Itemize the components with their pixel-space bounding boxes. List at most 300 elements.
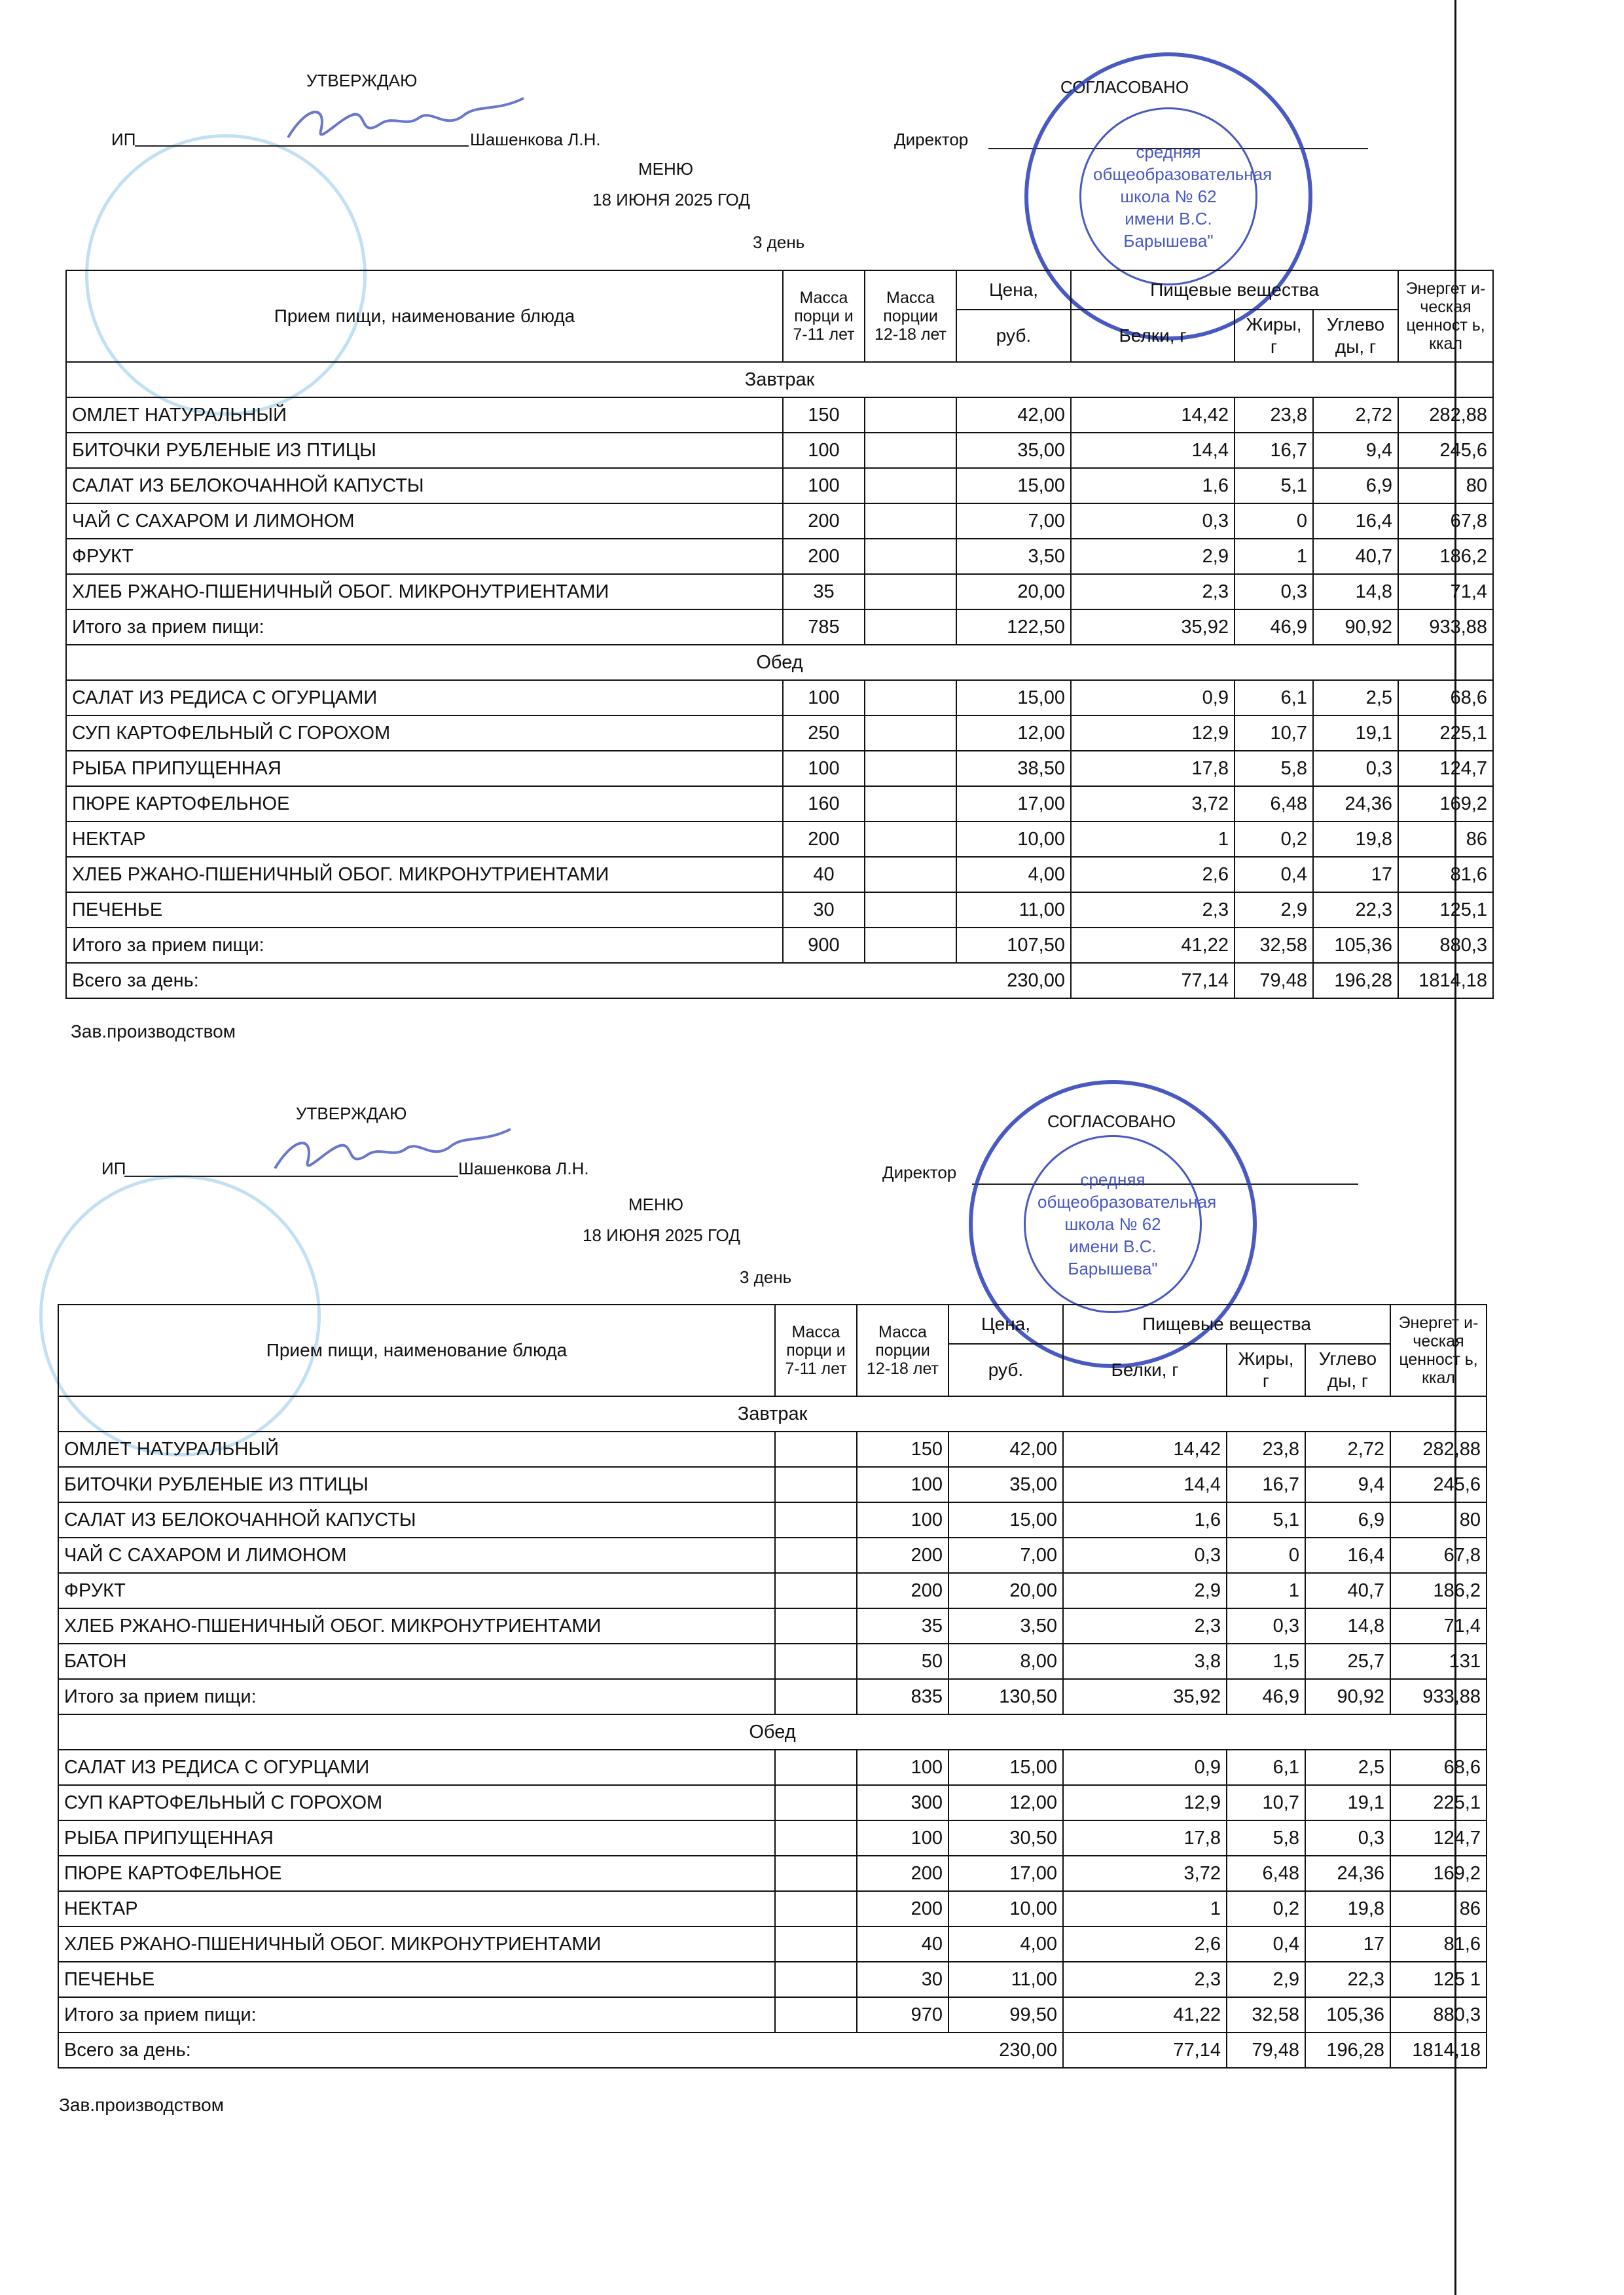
mass-1218-cell: 200 [857, 1891, 948, 1926]
table-row [66, 539, 1493, 574]
mass-711-cell: 785 [783, 609, 865, 645]
price-cell: 12,00 [956, 715, 1071, 751]
carb-cell: 40,7 [1313, 539, 1398, 574]
fat-cell: 5,8 [1227, 1820, 1305, 1856]
mass-1218-cell: 200 [857, 1573, 948, 1608]
price-cell: 7,00 [948, 1538, 1063, 1573]
energy-cell: 124,7 [1390, 1820, 1487, 1856]
fat-cell: 32,58 [1227, 1997, 1305, 2033]
fat-cell: 16,7 [1227, 1467, 1305, 1502]
price-cell: 15,00 [956, 680, 1071, 715]
carb-cell: 16,4 [1305, 1538, 1390, 1573]
mass-1218-cell [865, 715, 956, 751]
price-cell: 15,00 [948, 1502, 1063, 1538]
dish-cell: ХЛЕБ РЖАНО-ПШЕНИЧНЫЙ ОБОГ. МИКРОНУТРИЕНТАМИ [66, 857, 783, 892]
mass-1218-cell [865, 751, 956, 786]
col-fat: Жиры, г [1235, 310, 1313, 362]
section-title: Обед [58, 1714, 1487, 1750]
mass-711-cell [775, 1644, 857, 1679]
carb-cell: 105,36 [1305, 1997, 1390, 2033]
price-cell: 99,50 [948, 1997, 1063, 2033]
energy-cell: 68,6 [1398, 680, 1493, 715]
carb-cell: 0,3 [1313, 751, 1398, 786]
mass-711-cell [775, 1432, 857, 1467]
carb-cell: 14,8 [1313, 574, 1398, 609]
price-cell: 11,00 [956, 892, 1071, 928]
fat-cell: 6,48 [1227, 1856, 1305, 1891]
carb-cell: 90,92 [1313, 609, 1398, 645]
table-body [66, 362, 1493, 998]
total-price: 230,00 [1007, 969, 1065, 991]
dish-cell: ОМЛЕТ НАТУРАЛЬНЫЙ [58, 1432, 775, 1467]
approve-label: УТВЕРЖДАЮ [306, 71, 418, 90]
table-row [58, 1679, 1487, 1714]
energy-cell: 71,4 [1398, 574, 1493, 609]
protein-cell: 1 [1063, 1891, 1227, 1926]
fat-cell: 6,1 [1235, 680, 1313, 715]
menu-block-2 [0, 1074, 1624, 2295]
table-row [66, 468, 1493, 503]
protein-cell: 41,22 [1063, 1997, 1227, 2033]
price-cell: 122,50 [956, 609, 1071, 645]
mass-711-cell [775, 1679, 857, 1714]
mass-711-cell [775, 1750, 857, 1785]
fat-cell: 1 [1235, 539, 1313, 574]
carb-cell: 0,3 [1305, 1820, 1390, 1856]
agreed-label: СОГЛАСОВАНО [1047, 1111, 1176, 1131]
fat-cell: 0 [1235, 503, 1313, 539]
price-cell: 8,00 [948, 1644, 1063, 1679]
table-row [58, 1750, 1487, 1785]
col-m711: Масса порци и 7-11 лет [783, 270, 865, 362]
protein-cell: 35,92 [1071, 609, 1235, 645]
dish-cell: РЫБА ПРИПУЩЕННАЯ [66, 751, 783, 786]
mass-711-cell: 35 [783, 574, 865, 609]
mass-711-cell: 100 [783, 433, 865, 468]
table-row [58, 1432, 1487, 1467]
dish-cell: НЕКТАР [66, 822, 783, 857]
mass-1218-cell [865, 822, 956, 857]
menu-day: 3 день [740, 1267, 792, 1287]
stamp-text: средняя общеобразовательная школа № 62 имени В.С. Барышева" [1037, 1169, 1217, 1278]
total-fat: 79,48 [1235, 963, 1313, 998]
mass-1218-cell [865, 609, 956, 645]
price-cell: 20,00 [956, 574, 1071, 609]
energy-cell: 131 [1390, 1644, 1487, 1679]
dish-cell: РЫБА ПРИПУЩЕННАЯ [58, 1820, 775, 1856]
table-row [66, 397, 1493, 433]
mass-711-cell: 150 [783, 397, 865, 433]
total-label [58, 2033, 1063, 2068]
mass-711-cell [775, 1856, 857, 1891]
mass-711-cell: 100 [783, 468, 865, 503]
carb-cell: 16,4 [1313, 503, 1398, 539]
energy-cell: 245,6 [1390, 1467, 1487, 1502]
energy-cell: 186,2 [1390, 1573, 1487, 1608]
ip-label: ИП [111, 130, 136, 149]
energy-cell: 225,1 [1390, 1785, 1487, 1820]
table-row [58, 1538, 1487, 1573]
carb-cell: 2,5 [1305, 1750, 1390, 1785]
ip-name: Шашенкова Л.Н. [458, 1159, 589, 1178]
protein-cell: 17,8 [1071, 751, 1235, 786]
carb-cell: 9,4 [1305, 1467, 1390, 1502]
table-row [66, 680, 1493, 715]
carb-cell: 19,1 [1313, 715, 1398, 751]
section-row [66, 645, 1493, 680]
table-row [58, 1785, 1487, 1820]
section-row [58, 1396, 1487, 1432]
table-row [66, 574, 1493, 609]
fat-cell: 10,7 [1235, 715, 1313, 751]
total-price: 230,00 [999, 2039, 1057, 2061]
protein-cell: 2,3 [1063, 1962, 1227, 1997]
fat-cell: 2,9 [1227, 1962, 1305, 1997]
protein-cell: 1 [1071, 822, 1235, 857]
protein-cell: 0,9 [1071, 680, 1235, 715]
fat-cell: 0,3 [1235, 574, 1313, 609]
table-row [58, 1891, 1487, 1926]
menu-title: МЕНЮ [628, 1195, 684, 1214]
mass-711-cell [775, 1502, 857, 1538]
mass-1218-cell [865, 786, 956, 822]
energy-cell: 880,3 [1390, 1997, 1487, 2033]
mass-1218-cell: 100 [857, 1820, 948, 1856]
col-m711: Масса порци и 7-11 лет [775, 1305, 857, 1396]
protein-cell: 1,6 [1063, 1502, 1227, 1538]
protein-cell: 12,9 [1063, 1785, 1227, 1820]
price-cell: 17,00 [956, 786, 1071, 822]
price-cell: 42,00 [956, 397, 1071, 433]
fat-cell: 1 [1227, 1573, 1305, 1608]
price-cell: 4,00 [948, 1926, 1063, 1962]
total-protein: 77,14 [1063, 2033, 1227, 2068]
fat-cell: 0,2 [1235, 822, 1313, 857]
dish-cell: ФРУКТ [66, 539, 783, 574]
energy-cell: 81,6 [1398, 857, 1493, 892]
protein-cell: 35,92 [1063, 1679, 1227, 1714]
fat-cell: 0,2 [1227, 1891, 1305, 1926]
table-row [58, 1502, 1487, 1538]
menu-block-1 [0, 0, 1624, 1074]
mass-1218-cell [865, 539, 956, 574]
protein-cell: 2,3 [1071, 574, 1235, 609]
price-cell: 107,50 [956, 928, 1071, 963]
price-cell: 10,00 [948, 1891, 1063, 1926]
energy-cell: 933,88 [1390, 1679, 1487, 1714]
total-energy: 1814,18 [1398, 963, 1493, 998]
mass-1218-cell: 100 [857, 1467, 948, 1502]
dish-cell: БАТОН [58, 1644, 775, 1679]
energy-cell: 80 [1398, 468, 1493, 503]
col-m1218: Масса порции 12-18 лет [857, 1305, 948, 1396]
total-carb: 196,28 [1313, 963, 1398, 998]
energy-cell: 282,88 [1398, 397, 1493, 433]
carb-cell: 2,5 [1313, 680, 1398, 715]
director-label: Директор [882, 1163, 957, 1182]
carb-cell: 6,9 [1313, 468, 1398, 503]
price-cell: 20,00 [948, 1573, 1063, 1608]
dish-cell: СУП КАРТОФЕЛЬНЫЙ С ГОРОХОМ [66, 715, 783, 751]
price-cell: 17,00 [948, 1856, 1063, 1891]
mass-1218-cell [865, 503, 956, 539]
carb-cell: 2,72 [1313, 397, 1398, 433]
mass-1218-cell: 150 [857, 1432, 948, 1467]
ip-label: ИП [101, 1159, 126, 1178]
energy-cell: 124,7 [1398, 751, 1493, 786]
protein-cell: 14,4 [1063, 1467, 1227, 1502]
table-row [66, 786, 1493, 822]
protein-cell: 2,9 [1063, 1573, 1227, 1608]
table-row [66, 857, 1493, 892]
dish-cell: САЛАТ ИЗ БЕЛОКОЧАННОЙ КАПУСТЫ [58, 1502, 775, 1538]
dish-cell: Итого за прием пищи: [58, 1997, 775, 2033]
total-energy: 1814,18 [1390, 2033, 1487, 2068]
table-row [66, 751, 1493, 786]
dish-cell: НЕКТАР [58, 1891, 775, 1926]
carb-cell: 6,9 [1305, 1502, 1390, 1538]
total-carb: 196,28 [1305, 2033, 1390, 2068]
protein-cell: 2,3 [1071, 892, 1235, 928]
price-cell: 11,00 [948, 1962, 1063, 1997]
price-cell: 3,50 [956, 539, 1071, 574]
col-price-unit: руб. [948, 1344, 1063, 1396]
price-cell: 15,00 [956, 468, 1071, 503]
col-dish: Прием пищи, наименование блюда [58, 1305, 775, 1396]
menu-date: 18 ИЮНЯ 2025 ГОД [592, 190, 750, 209]
fat-cell: 46,9 [1227, 1679, 1305, 1714]
dish-cell: Итого за прием пищи: [58, 1679, 775, 1714]
table-body [58, 1396, 1487, 2068]
col-m1218: Масса порции 12-18 лет [865, 270, 956, 362]
mass-711-cell: 100 [783, 680, 865, 715]
energy-cell: 282,88 [1390, 1432, 1487, 1467]
protein-cell: 14,42 [1071, 397, 1235, 433]
mass-711-cell [775, 1926, 857, 1962]
total-name: Всего за день: [72, 969, 199, 991]
col-nutr: Пищевые вещества [1063, 1305, 1390, 1344]
mass-711-cell [775, 1467, 857, 1502]
carb-cell: 17 [1313, 857, 1398, 892]
dish-cell: ПЮРЕ КАРТОФЕЛЬНОЕ [58, 1856, 775, 1891]
carb-cell: 22,3 [1313, 892, 1398, 928]
fat-cell: 0,4 [1235, 857, 1313, 892]
dish-cell: ЧАЙ С САХАРОМ И ЛИМОНОМ [58, 1538, 775, 1573]
mass-711-cell [775, 1891, 857, 1926]
mass-711-cell [775, 1573, 857, 1608]
dish-cell: ХЛЕБ РЖАНО-ПШЕНИЧНЫЙ ОБОГ. МИКРОНУТРИЕНТАМИ [66, 574, 783, 609]
agreed-label: СОГЛАСОВАНО [1060, 77, 1189, 97]
fat-cell: 16,7 [1235, 433, 1313, 468]
price-cell: 12,00 [948, 1785, 1063, 1820]
table-row [66, 503, 1493, 539]
fat-cell: 23,8 [1227, 1432, 1305, 1467]
dish-cell: Итого за прием пищи: [66, 609, 783, 645]
dish-cell: СУП КАРТОФЕЛЬНЫЙ С ГОРОХОМ [58, 1785, 775, 1820]
energy-cell: 933,88 [1398, 609, 1493, 645]
protein-cell: 2,3 [1063, 1608, 1227, 1644]
mass-1218-cell: 30 [857, 1962, 948, 1997]
fat-cell: 46,9 [1235, 609, 1313, 645]
price-cell: 38,50 [956, 751, 1071, 786]
table-row [58, 1467, 1487, 1502]
mass-711-cell: 250 [783, 715, 865, 751]
col-carb: Углево ды, г [1313, 310, 1398, 362]
price-cell: 3,50 [948, 1608, 1063, 1644]
stamp-text: средняя общеобразовательная школа № 62 имени В.С. Барышева" [1092, 141, 1272, 251]
table-row [58, 1820, 1487, 1856]
col-dish: Прием пищи, наименование блюда [66, 270, 783, 362]
mass-711-cell: 100 [783, 751, 865, 786]
price-cell: 130,50 [948, 1679, 1063, 1714]
menu-table [65, 270, 1494, 999]
energy-cell: 68,6 [1390, 1750, 1487, 1785]
energy-cell: 81,6 [1390, 1926, 1487, 1962]
price-cell: 10,00 [956, 822, 1071, 857]
col-fat: Жиры, г [1227, 1344, 1305, 1396]
energy-cell: 186,2 [1398, 539, 1493, 574]
energy-cell: 71,4 [1390, 1608, 1487, 1644]
mass-711-cell: 200 [783, 822, 865, 857]
fat-cell: 0,3 [1227, 1608, 1305, 1644]
energy-cell: 86 [1398, 822, 1493, 857]
table-row [66, 892, 1493, 928]
ip-name: Шашенкова Л.Н. [470, 130, 601, 149]
col-price: Цена, [956, 270, 1071, 310]
carb-cell: 19,8 [1305, 1891, 1390, 1926]
carb-cell: 105,36 [1313, 928, 1398, 963]
dish-cell: САЛАТ ИЗ РЕДИСА С ОГУРЦАМИ [66, 680, 783, 715]
fat-cell: 5,1 [1227, 1502, 1305, 1538]
energy-cell: 80 [1390, 1502, 1487, 1538]
protein-cell: 12,9 [1071, 715, 1235, 751]
carb-cell: 9,4 [1313, 433, 1398, 468]
mass-711-cell [775, 1820, 857, 1856]
price-cell: 42,00 [948, 1432, 1063, 1467]
table-row [58, 1856, 1487, 1891]
fat-cell: 23,8 [1235, 397, 1313, 433]
dish-cell: ЧАЙ С САХАРОМ И ЛИМОНОМ [66, 503, 783, 539]
mass-1218-cell: 200 [857, 1856, 948, 1891]
mass-1218-cell [865, 857, 956, 892]
total-fat: 79,48 [1227, 2033, 1305, 2068]
table-row [58, 1608, 1487, 1644]
protein-cell: 1,6 [1071, 468, 1235, 503]
mass-1218-cell [865, 433, 956, 468]
table-row [58, 1997, 1487, 2033]
col-prot: Белки, г [1063, 1344, 1227, 1396]
fat-cell: 6,48 [1235, 786, 1313, 822]
fat-cell: 2,9 [1235, 892, 1313, 928]
protein-cell: 2,6 [1071, 857, 1235, 892]
fat-cell: 5,1 [1235, 468, 1313, 503]
energy-cell: 67,8 [1390, 1538, 1487, 1573]
energy-cell: 125,1 [1398, 892, 1493, 928]
protein-cell: 2,9 [1071, 539, 1235, 574]
protein-cell: 0,3 [1063, 1538, 1227, 1573]
section-title: Обед [66, 645, 1493, 680]
energy-cell: 125 1 [1390, 1962, 1487, 1997]
mass-1218-cell [865, 574, 956, 609]
protein-cell: 17,8 [1063, 1820, 1227, 1856]
energy-cell: 169,2 [1398, 786, 1493, 822]
mass-1218-cell: 100 [857, 1750, 948, 1785]
carb-cell: 24,36 [1313, 786, 1398, 822]
fat-cell: 5,8 [1235, 751, 1313, 786]
footer-label: Зав.производством [71, 1021, 236, 1041]
fat-cell: 1,5 [1227, 1644, 1305, 1679]
dish-cell: САЛАТ ИЗ БЕЛОКОЧАННОЙ КАПУСТЫ [66, 468, 783, 503]
mass-1218-cell: 50 [857, 1644, 948, 1679]
protein-cell: 0,3 [1071, 503, 1235, 539]
energy-cell: 880,3 [1398, 928, 1493, 963]
table-row [58, 1573, 1487, 1608]
section-row [58, 1714, 1487, 1750]
total-protein: 77,14 [1071, 963, 1235, 998]
section-title: Завтрак [66, 362, 1493, 397]
carb-cell: 24,36 [1305, 1856, 1390, 1891]
footer-label: Зав.производством [59, 2095, 224, 2115]
fat-cell: 0 [1227, 1538, 1305, 1573]
col-energy: Энергет и-ческая ценност ь, ккал [1398, 270, 1493, 362]
director-label: Директор [894, 130, 969, 149]
table-row [66, 609, 1493, 645]
mass-711-cell: 200 [783, 539, 865, 574]
protein-cell: 3,72 [1071, 786, 1235, 822]
table-row [58, 1926, 1487, 1962]
dish-cell: ФРУКТ [58, 1573, 775, 1608]
mass-711-cell: 200 [783, 503, 865, 539]
table-row [58, 1962, 1487, 1997]
mass-1218-cell: 200 [857, 1538, 948, 1573]
price-cell: 35,00 [948, 1467, 1063, 1502]
dish-cell: БИТОЧКИ РУБЛЕНЫЕ ИЗ ПТИЦЫ [66, 433, 783, 468]
mass-1218-cell [865, 928, 956, 963]
carb-cell: 19,8 [1313, 822, 1398, 857]
protein-cell: 3,72 [1063, 1856, 1227, 1891]
protein-cell: 14,42 [1063, 1432, 1227, 1467]
total-row [66, 963, 1493, 998]
carb-cell: 2,72 [1305, 1432, 1390, 1467]
protein-cell: 2,6 [1063, 1926, 1227, 1962]
dish-cell: САЛАТ ИЗ РЕДИСА С ОГУРЦАМИ [58, 1750, 775, 1785]
carb-cell: 40,7 [1305, 1573, 1390, 1608]
dish-cell: ХЛЕБ РЖАНО-ПШЕНИЧНЫЙ ОБОГ. МИКРОНУТРИЕНТАМИ [58, 1608, 775, 1644]
fat-cell: 32,58 [1235, 928, 1313, 963]
table-row [66, 822, 1493, 857]
fat-cell: 6,1 [1227, 1750, 1305, 1785]
price-cell: 4,00 [956, 857, 1071, 892]
protein-cell: 0,9 [1063, 1750, 1227, 1785]
col-nutr: Пищевые вещества [1071, 270, 1398, 310]
protein-cell: 3,8 [1063, 1644, 1227, 1679]
total-row [58, 2033, 1487, 2068]
fat-cell: 0,4 [1227, 1926, 1305, 1962]
col-prot: Белки, г [1071, 310, 1235, 362]
menu-day: 3 день [753, 232, 805, 252]
carb-cell: 19,1 [1305, 1785, 1390, 1820]
dish-cell: ПЕЧЕНЬЕ [66, 892, 783, 928]
carb-cell: 17 [1305, 1926, 1390, 1962]
col-price: Цена, [948, 1305, 1063, 1344]
mass-1218-cell: 100 [857, 1502, 948, 1538]
price-cell: 7,00 [956, 503, 1071, 539]
dish-cell: ПЮРЕ КАРТОФЕЛЬНОЕ [66, 786, 783, 822]
section-row [66, 362, 1493, 397]
mass-711-cell: 30 [783, 892, 865, 928]
carb-cell: 25,7 [1305, 1644, 1390, 1679]
table-row [66, 433, 1493, 468]
